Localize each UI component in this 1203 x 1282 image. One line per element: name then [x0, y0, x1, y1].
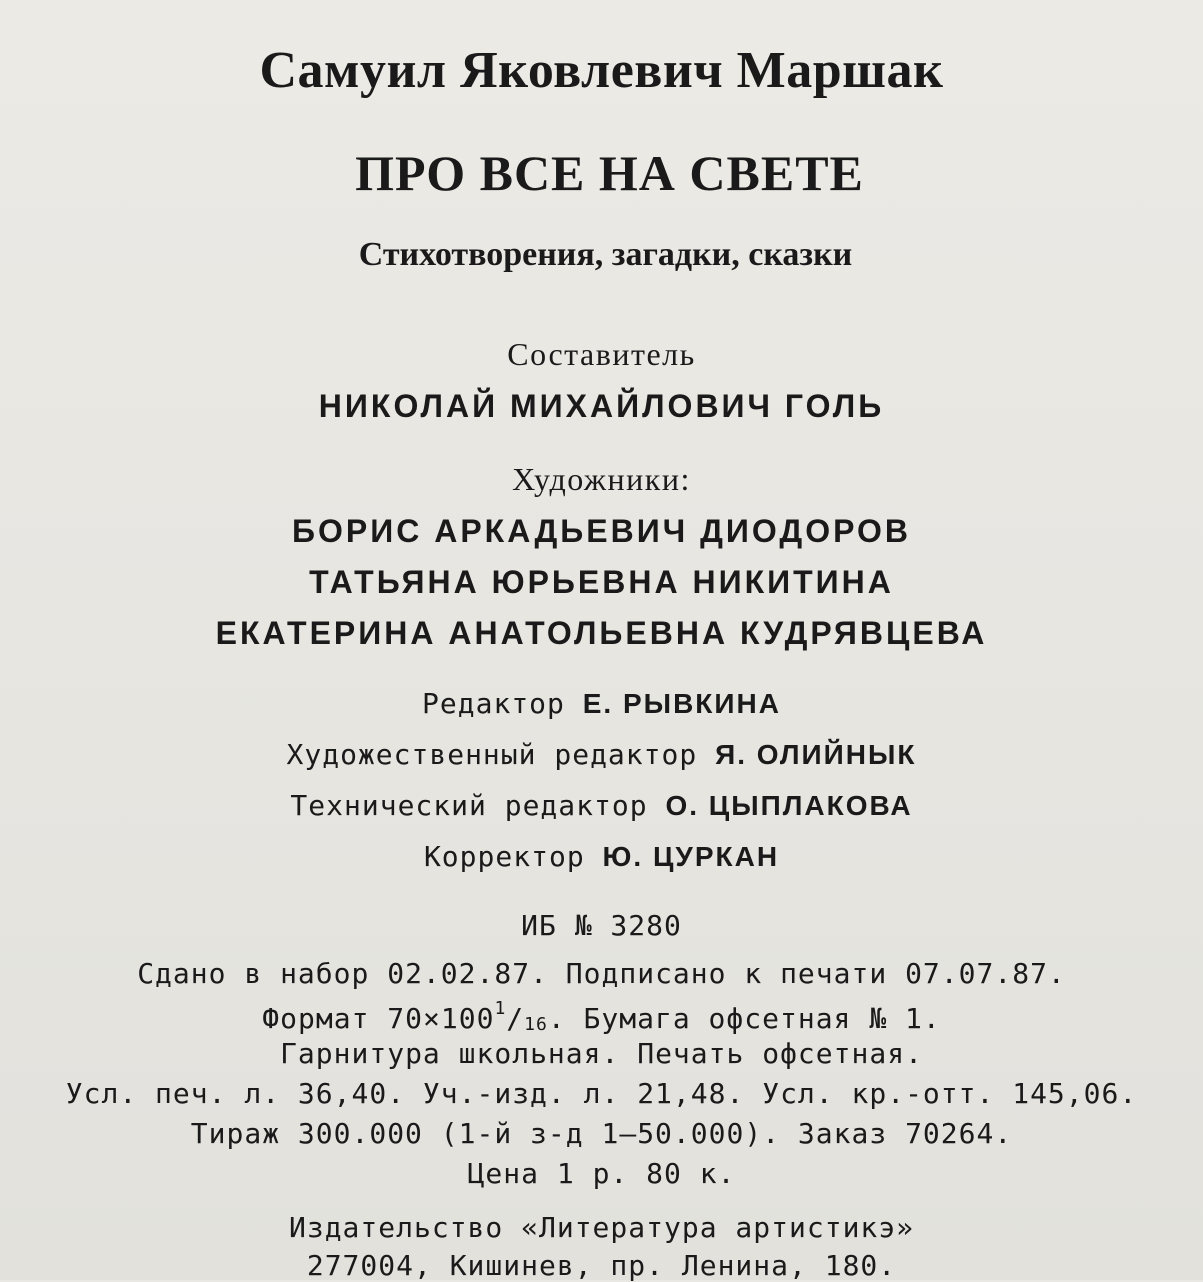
author-name: Самуил Яковлевич Маршак [259, 42, 944, 99]
credit-label: Технический редактор [290, 789, 648, 822]
imprint-sheets: Усл. печ. л. 36,40. Уч.-изд. л. 21,48. Усл. кр.-отт. 145,06. [65, 1077, 1138, 1110]
credit-name: Ю. ЦУРКАН [602, 841, 780, 872]
credit-name: Я. ОЛИЙНЫК [715, 739, 917, 770]
compiler-label: Составитель [507, 336, 696, 372]
credit-label: Корректор [423, 840, 585, 873]
format-denominator: 16 [524, 1014, 548, 1035]
illustrator-name: ЕКАТЕРИНА АНАТОЛЬЕВНА КУДРЯВЦЕВА [215, 615, 988, 651]
publisher-name: Издательство «Литература артистикэ» [288, 1211, 914, 1244]
ib-number: ИБ № 3280 [521, 909, 682, 942]
imprint-price: Цена 1 р. 80 к. [467, 1157, 736, 1190]
credit-name: О. ЦЫПЛАКОВА [665, 790, 913, 821]
book-title: ПРО ВСЕ НА СВЕТЕ [355, 145, 864, 201]
compiler-name: НИКОЛАЙ МИХАЙЛОВИЧ ГОЛЬ [318, 388, 885, 424]
format-slash: / [506, 1002, 525, 1035]
credit-line-tech-editor [0, 789, 1203, 822]
publisher-address: 277004, Кишинев, пр. Ленина, 180. [306, 1249, 897, 1282]
imprint-dates: Сдано в набор 02.02.87. Подписано к печати 07.07.87. [137, 957, 1066, 990]
credit-line-art-editor [0, 738, 1203, 771]
book-subtitle: Стихотворения, загадки, сказки [358, 236, 853, 273]
illustrator-name: БОРИС АРКАДЬЕВИЧ ДИОДОРОВ [291, 513, 911, 549]
credit-label: Редактор [422, 687, 565, 720]
illustrator-name: ТАТЬЯНА ЮРЬЕВНА НИКИТИНА [309, 564, 894, 600]
illustrators-label: Художники: [512, 461, 691, 497]
credit-label: Художественный редактор [286, 738, 698, 771]
imprint-format [0, 1000, 1203, 1034]
credit-line-proofreader [0, 840, 1203, 873]
imprint-typeface: Гарнитура школьная. Печать офсетная. [280, 1037, 923, 1070]
format-numerator: 1 [494, 998, 507, 1019]
imprint-print-run: Тираж 300.000 (1-й з-д 1—50.000). Заказ 70264. [190, 1117, 1013, 1150]
format-suffix: . Бумага офсетная № 1. [547, 1002, 941, 1035]
credit-name: Е. РЫВКИНА [582, 688, 781, 719]
format-prefix: Формат 70×100 [262, 1002, 495, 1035]
credit-line-editor [0, 687, 1203, 720]
